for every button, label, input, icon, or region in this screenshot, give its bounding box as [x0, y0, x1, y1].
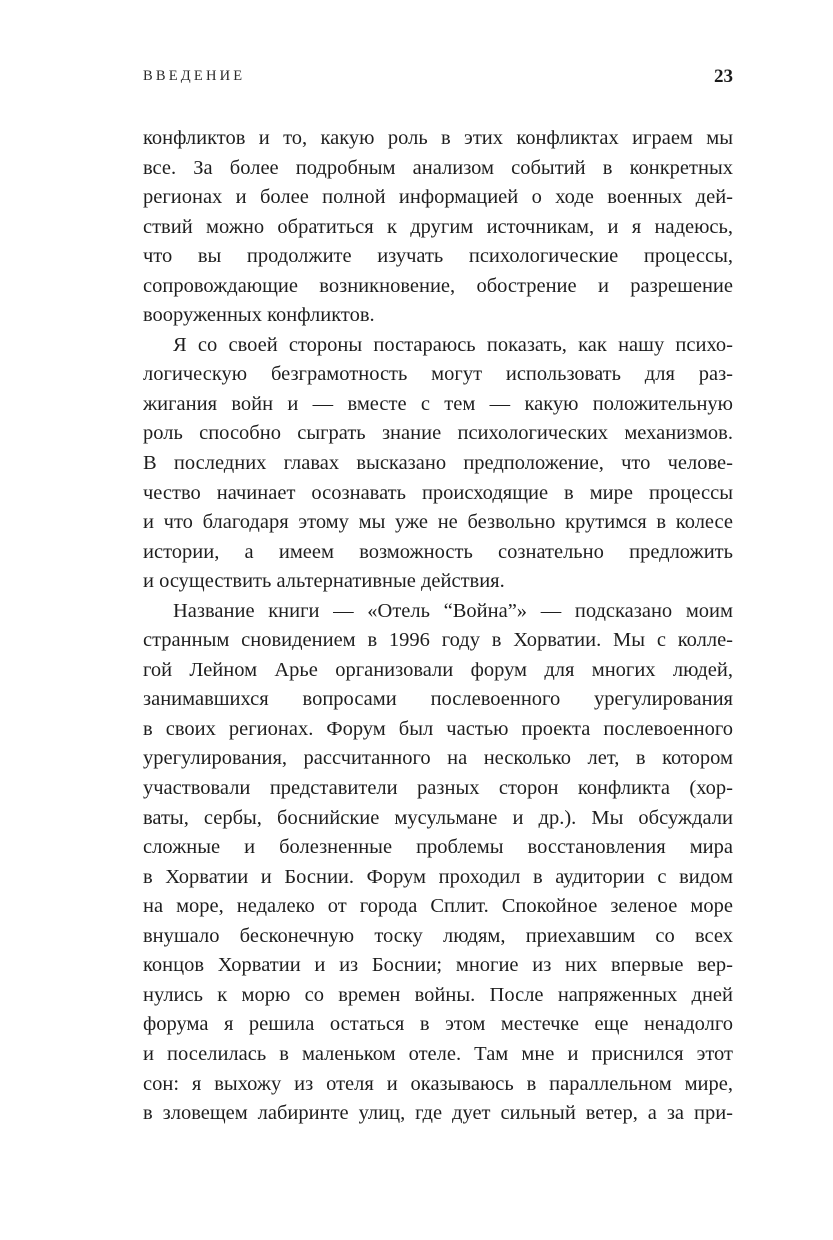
- text-line: и осуществить альтернативные действия.: [143, 570, 505, 593]
- paragraph: [143, 331, 733, 597]
- text-line: на море, недалеко от города Сплит. Спокойное зеленое море: [143, 895, 733, 918]
- text-line: в Хорватии и Боснии. Форум проходил в аудитории с видом: [143, 865, 733, 888]
- text-line: жигания войн и — вместе с тем — какую положительную: [143, 392, 733, 415]
- text-line: роль способно сыграть знание психологических механизмов.: [143, 422, 733, 445]
- text-line: в зловещем лабиринте улиц, где дует сильный ветер, а за при-: [143, 1102, 733, 1125]
- running-head: [143, 66, 733, 94]
- text-line: сложные и болезненные проблемы восстановления мира: [143, 836, 733, 859]
- text-line: чество начинает осознавать происходящие в мире процессы: [143, 481, 733, 504]
- text-line: нулись к морю со времен войны. После напряженных дней: [143, 983, 733, 1006]
- text-line: сопровождающие возникновение, обострение и разрешение: [143, 274, 733, 297]
- paragraph: [143, 597, 733, 1129]
- text-line: Я со своей стороны постараюсь показать, как нашу психо-: [173, 333, 733, 356]
- text-line: и поселилась в маленьком отеле. Там мне и приснился этот: [143, 1042, 733, 1065]
- section-title: ВВЕДЕНИЕ: [143, 68, 246, 84]
- paragraph: [143, 124, 733, 331]
- text-line: в своих регионах. Форум был частью проекта послевоенного: [143, 717, 733, 740]
- text-line: В последних главах высказано предположение, что челове-: [143, 452, 733, 475]
- page-number: 23: [714, 66, 733, 87]
- text-line: все. За более подробным анализом событий в конкретных: [143, 156, 733, 179]
- body-text: [143, 124, 733, 1129]
- text-line: внушало бесконечную тоску людям, приехавшим со всех: [143, 924, 733, 947]
- text-line: сон: я выхожу из отеля и оказываюсь в параллельном мире,: [143, 1072, 733, 1095]
- text-line: урегулирования, рассчитанного на несколько лет, в котором: [143, 747, 733, 770]
- text-line: конфликтов и то, какую роль в этих конфликтах играем мы: [143, 127, 733, 149]
- text-line: и что благодаря этому мы уже не безвольно крутимся в колесе: [143, 511, 733, 534]
- text-line: занимавшихся вопросами послевоенного урегулирования: [143, 688, 733, 711]
- text-line: форума я решила остаться в этом местечке еще ненадолго: [143, 1013, 733, 1036]
- text-line: концов Хорватии и из Боснии; многие из них впервые вер-: [143, 954, 733, 977]
- text-line: Название книги — «Отель “Война”» — подсказано моим: [173, 599, 733, 622]
- text-line: что вы продолжите изучать психологические процессы,: [143, 245, 733, 268]
- text-line: истории, а имеем возможность сознательно предложить: [143, 540, 733, 563]
- text-line: участвовали представители разных сторон конфликта (хор-: [143, 777, 733, 800]
- text-line: ваты, сербы, боснийские мусульмане и др.). Мы обсуждали: [143, 806, 733, 829]
- text-line: логическую безграмотность могут использовать для раз-: [143, 363, 733, 386]
- text-line: гой Лейном Арье организовали форум для многих людей,: [143, 658, 733, 681]
- text-line: регионах и более полной информацией о ходе военных дей-: [143, 186, 733, 209]
- text-line: вооруженных конфликтов.: [143, 304, 375, 327]
- text-line: странным сновидением в 1996 году в Хорватии. Мы с колле-: [143, 629, 733, 652]
- text-line: ствий можно обратиться к другим источникам, и я надеюсь,: [143, 215, 733, 238]
